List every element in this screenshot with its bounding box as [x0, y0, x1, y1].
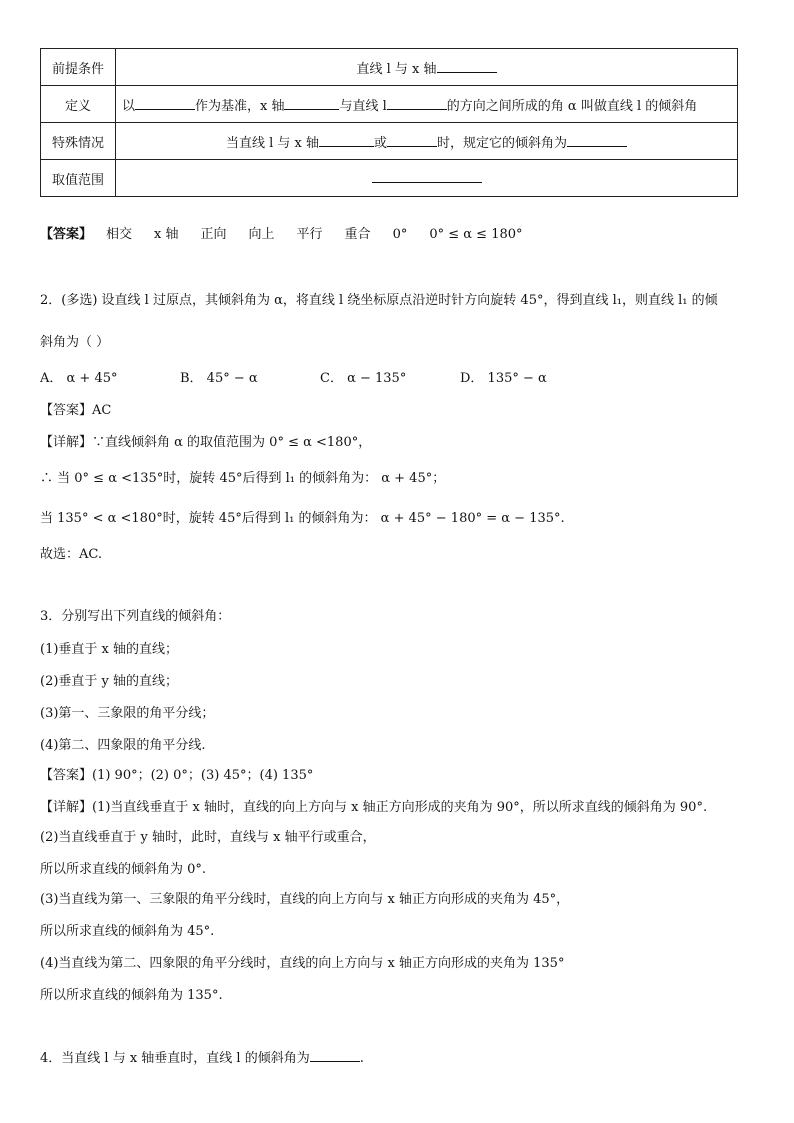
row-label: 特殊情况: [41, 123, 116, 160]
row-text: 与直线 l: [339, 98, 387, 114]
row-label: 前提条件: [41, 49, 116, 86]
blank: [319, 133, 374, 147]
q2-stem: 2．(多选) 设直线 l 过原点，其倾斜角为 α，将直线 l 绕坐标原点沿逆时针方向旋转 45°，得到直线 l₁，则直线 l₁ 的倾: [40, 293, 718, 308]
q2-detail: 当 135° < α <180°时，旋转 45°后得到 l₁ 的倾斜角为： α + 45° − 180° = α − 135°.: [40, 511, 565, 526]
q3-detail: 所以所求直线的倾斜角为 0°.: [40, 862, 207, 877]
q4-stem: [40, 1048, 364, 1068]
row-text: 直线 l 与 x 轴: [356, 61, 437, 77]
q2-detail: 故选：AC.: [40, 547, 103, 562]
row-text: 当直线 l 与 x 轴: [225, 135, 319, 151]
option-a: A． α + 45°: [40, 371, 118, 386]
option-b: B． 45° − α: [180, 371, 258, 386]
blank: [372, 169, 482, 183]
row-label: 取值范围: [41, 160, 116, 197]
q3-detail: 所以所求直线的倾斜角为 45°.: [40, 924, 215, 939]
answer-item: x 轴: [154, 227, 179, 242]
q2-detail: 【详解】∵直线倾斜角 α 的取值范围为 0° ≤ α <180°，: [40, 435, 372, 450]
blank: [135, 96, 195, 110]
q3-item: (3)第一、三象限的角平分线；: [40, 706, 215, 721]
option-c: C． α − 135°: [320, 371, 407, 386]
row-label: 定义: [41, 86, 116, 123]
q3-stem: 3．分别写出下列直线的倾斜角：: [40, 609, 231, 624]
answer-item: 向上: [248, 227, 275, 242]
blank: [437, 59, 497, 73]
blank: [387, 133, 437, 147]
row-text: 以: [122, 98, 136, 114]
table-row: [41, 123, 738, 160]
blank: [284, 96, 339, 110]
row-content: [116, 160, 738, 197]
row-content: [116, 49, 738, 86]
answer-item: 0°: [392, 227, 408, 242]
answer-item: 正向: [200, 227, 227, 242]
row-content: [116, 86, 738, 123]
option-d: D． 135° − α: [460, 371, 547, 386]
q4-end: .: [359, 1051, 364, 1066]
q2-answer: 【答案】AC: [40, 403, 112, 418]
row-text: 或: [374, 135, 388, 151]
answer-item: 0° ≤ α ≤ 180°: [429, 227, 523, 242]
q3-detail: (3)当直线为第一、三象限的角平分线时，直线的向上方向与 x 轴正方向形成的夹角为 45°，: [40, 892, 570, 907]
row-text: 时，规定它的倾斜角为: [437, 135, 568, 151]
blank: [310, 1048, 360, 1062]
blank: [567, 133, 627, 147]
q3-item: (1)垂直于 x 轴的直线；: [40, 642, 179, 657]
answer-item: 相交: [106, 227, 133, 242]
q3-item: (4)第二、四象限的角平分线.: [40, 738, 206, 753]
row-content: [116, 123, 738, 160]
blank: [387, 96, 447, 110]
q3-detail: 【详解】(1)当直线垂直于 x 轴时，直线的向上方向与 x 轴正方向形成的夹角为 90°，所以所求直线的倾斜角为 90°.: [40, 800, 708, 815]
table-row: [41, 86, 738, 123]
row-text: 作为基准，x 轴: [195, 98, 285, 114]
q3-detail: (4)当直线为第二、四象限的角平分线时，直线的向上方向与 x 轴正方向形成的夹角为 135°: [40, 956, 565, 971]
q3-item: (2)垂直于 y 轴的直线；: [40, 674, 179, 689]
q3-detail: 所以所求直线的倾斜角为 135°.: [40, 988, 223, 1003]
answer-item: 平行: [296, 227, 323, 242]
answer-label: 【答案】: [40, 227, 93, 242]
q2-detail: ∴ 当 0° ≤ α <135°时，旋转 45°后得到 l₁ 的倾斜角为： α + 45°；: [40, 471, 446, 486]
row-text: 的方向之间所成的角 α 叫做直线 l 的倾斜角: [446, 98, 698, 114]
table-row: [41, 49, 738, 86]
q2-options: [40, 370, 600, 388]
q3-detail: (2)当直线垂直于 y 轴时，此时，直线与 x 轴平行或重合，: [40, 830, 376, 845]
q1-answer: [40, 226, 545, 244]
table-row: [41, 160, 738, 197]
q3-answer: 【答案】(1) 90°；(2) 0°；(3) 45°；(4) 135°: [40, 768, 314, 783]
definition-table: [40, 48, 738, 197]
q4-text: 4．当直线 l 与 x 轴垂直时，直线 l 的倾斜角为: [40, 1051, 310, 1066]
q2-stem-cont: 斜角为（ ）: [40, 335, 110, 350]
answer-item: 重合: [344, 227, 371, 242]
